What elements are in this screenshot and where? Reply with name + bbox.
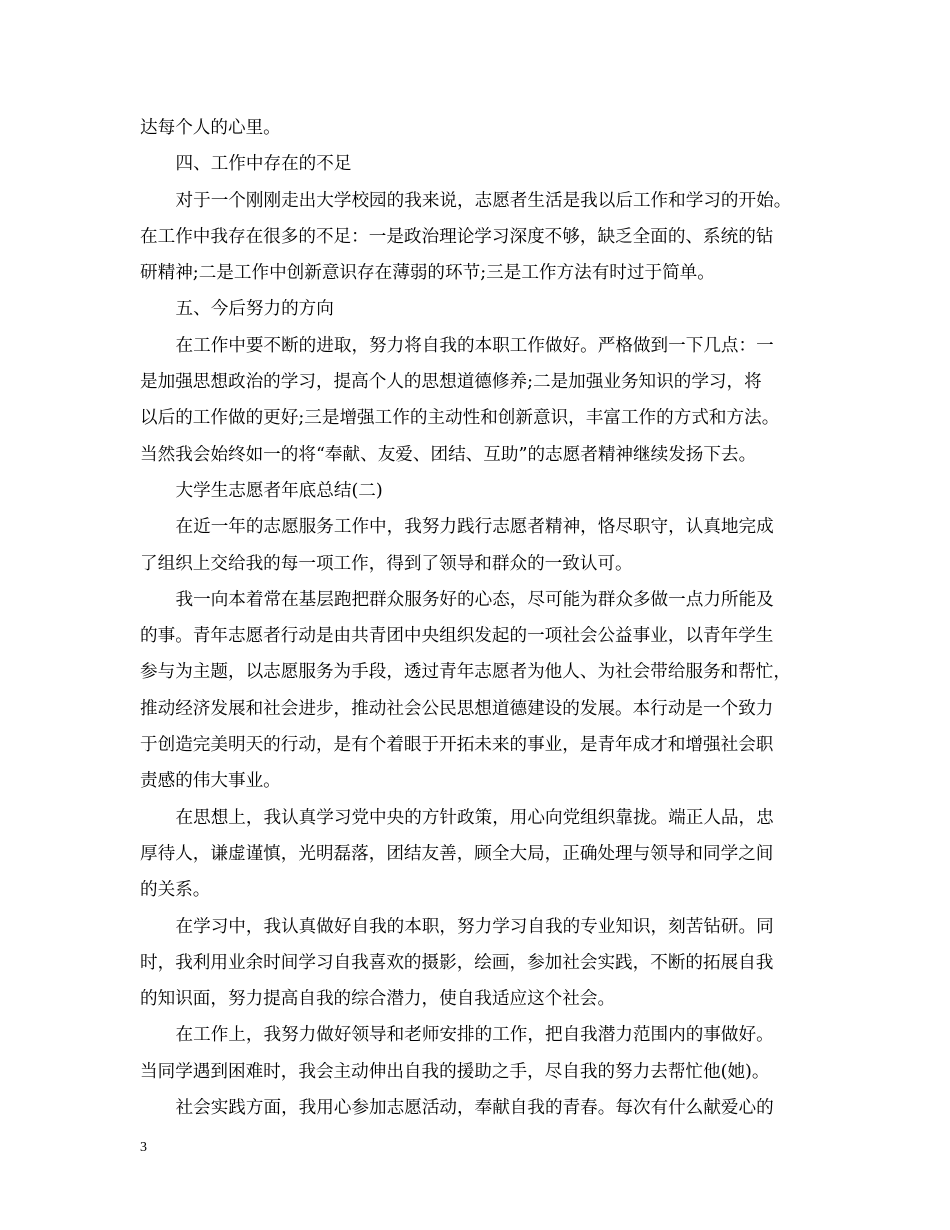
text-line: 以后的工作做的更好;三是增强工作的主动性和创新意识，丰富工作的方式和方法。 <box>140 408 780 429</box>
text-line: 厚待人，谦虚谨慎，光明磊落，团结友善，顾全大局，正确处理与领导和同学之间 <box>140 843 774 864</box>
text-line: 在工作中我存在很多的不足：一是政治理论学习深度不够，缺乏全面的、系统的钻 <box>140 226 774 247</box>
text-line: 了组织上交给我的每一项工作，得到了领导和群众的一致认可。 <box>140 553 633 574</box>
text-line: 达每个人的心里。 <box>140 118 281 138</box>
page-number: 3 <box>140 1140 147 1155</box>
text-line: 于创造完美明天的行动，是有个着眼于开拓未来的事业，是青年成才和增强社会职 <box>140 735 774 756</box>
text-line: 推动经济发展和社会进步，推动社会公民思想道德建设的发展。本行动是一个致力 <box>140 698 774 719</box>
text-line: 在学习中，我认真做好自我的本职，努力学习自我的专业知识，刻苦钻研。同 <box>175 916 774 937</box>
text-line: 社会实践方面，我用心参加志愿活动，奉献自我的青春。每次有什么献爱心的 <box>175 1098 774 1119</box>
text-line: 的关系。 <box>140 880 211 901</box>
text-line: 参与为主题，以志愿服务为手段，透过青年志愿者为他人、为社会带给服务和帮忙， <box>140 662 791 683</box>
text-line: 在工作中要不断的进取，努力将自我的本职工作做好。严格做到一下几点：一 <box>175 335 774 356</box>
text-line: 四、工作中存在的不足 <box>175 154 352 175</box>
text-line: 在近一年的志愿服务工作中，我努力践行志愿者精神，恪尽职守，认真地完成 <box>175 517 774 538</box>
text-line: 是加强思想政治的学习，提高个人的思想道德修养;二是加强业务知识的学习，将 <box>140 372 762 393</box>
text-line: 在思想上，我认真学习党中央的方针政策，用心向党组织靠拢。端正人品，忠 <box>175 807 774 828</box>
text-line: 的知识面，努力提高自我的综合潜力，使自我适应这个社会。 <box>140 989 616 1010</box>
text-line: 当然我会始终如一的将“奉献、友爱、团结、互助”的志愿者精神继续发扬下去。 <box>140 444 757 465</box>
text-line: 我一向本着常在基层跑把群众服务好的心态，尽可能为群众多做一点力所能及 <box>175 589 774 610</box>
text-line: 研精神;二是工作中创新意识存在薄弱的环节;三是工作方法有时过于简单。 <box>140 263 715 284</box>
text-line: 大学生志愿者年底总结(二) <box>175 480 383 501</box>
text-line: 在工作上，我努力做好领导和老师安排的工作，把自我潜力范围内的事做好。 <box>175 1025 774 1046</box>
text-line: 五、今后努力的方向 <box>175 299 334 320</box>
text-line: 当同学遇到困难时，我会主动伸出自我的援助之手，尽自我的努力去帮忙他(她)。 <box>140 1061 770 1082</box>
text-line: 时，我利用业余时间学习自我喜欢的摄影，绘画，参加社会实践，不断的拓展自我 <box>140 952 774 973</box>
text-line: 对于一个刚刚走出大学校园的我来说，志愿者生活是我以后工作和学习的开始。 <box>175 190 792 211</box>
document-body <box>140 110 812 1126</box>
text-line: 责感的伟大事业。 <box>140 771 281 792</box>
text-line: 的事。青年志愿者行动是由共青团中央组织发起的一项社会公益事业，以青年学生 <box>140 626 774 647</box>
